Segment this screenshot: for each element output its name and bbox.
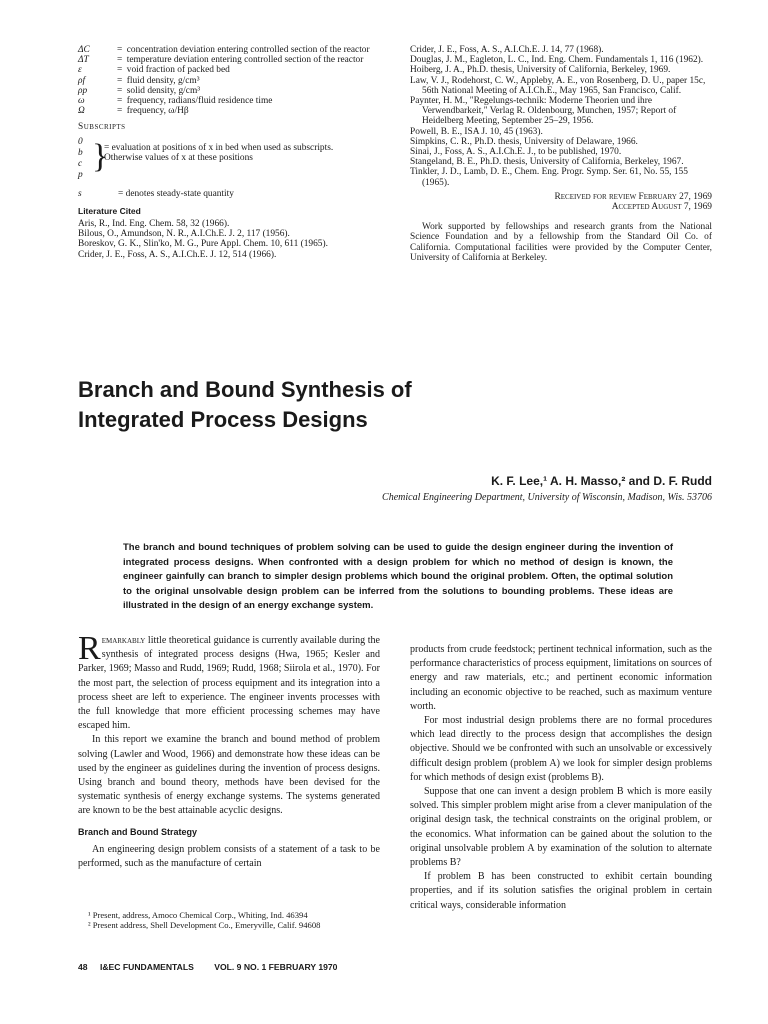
nomenclature-definition: fluid density, g/cm³	[126, 75, 200, 86]
authors: K. F. Lee,¹ A. H. Masso,² and D. F. Rudd	[491, 474, 712, 488]
nomenclature-row	[78, 96, 390, 106]
body-paragraph: In this report we examine the branch and bound method of problem solving (Lawler and Wood, 1966) and demonstrate how these ideas can be used by the engineer as guidelines during the invention of process designs. Using branch and bound theory, methods have been devised for the systematic synthesis of energy exchange systems. The systems generated are known to be the best attainable acyclic designs.	[78, 734, 380, 817]
body-left-column	[78, 630, 380, 871]
intro-text: little theoretical guidance is currently available during the synthesis of integrated process designs (Hwa, 1965; Kesler and Parker, 1969; Masso and Rudd, 1969; Rudd, 1968; Siirola et al., 1970). For the most part, the selection of process equipment and its integration into a process sheet are left to experience. The engineer invents processes with the full knowledge that more efficient processing schemes may have escaped him.	[78, 635, 380, 732]
page-number: 48	[78, 962, 88, 972]
nomenclature-symbol: Ω	[78, 106, 85, 117]
nomenclature-equals: =	[117, 96, 123, 107]
body-paragraph: An engineering design problem consists of a statement of a task to be performed, such as the manufacture of certain	[78, 843, 380, 870]
drop-cap: R	[78, 630, 101, 667]
reference: Powell, B. E., ISA J. 10, 45 (1963).	[410, 126, 543, 137]
reference: Sinai, J., Foss, A. S., A.I.Ch.E. J., to be published, 1970.	[410, 147, 622, 158]
reference: Douglas, J. M., Eagleton, L. C., Ind. Eng. Chem. Fundamentals 1, 116 (1962).	[410, 55, 704, 66]
section-heading: Branch and Bound Strategy	[78, 826, 198, 837]
reference: Paynter, H. M., "Regelungs-technik: Moderne Theorien und ihre Verwendbarkeit," Verlag R. Oldenbourg, Munchen, 1957; Report of Heidelberg Meeting, September 25–29, 1956.	[410, 96, 677, 127]
article-title	[78, 375, 718, 435]
body-right-column	[410, 643, 712, 913]
nomenclature-row	[78, 65, 390, 75]
subscripts-block	[78, 137, 390, 181]
body-paragraph: products from crude feedstock; pertinent technical information, such as the performance characteristics of process equipment, limitations on sources of energy and raw materials, etc.; and pertinent economic information including an economic objective to be reached, such as maximum venture worth.	[410, 644, 712, 712]
nomenclature-definition: temperature deviation entering controlled section of the reactor	[126, 55, 364, 66]
subscript-s-row	[78, 189, 390, 199]
nomenclature	[78, 45, 390, 260]
nomenclature-definition: frequency, radians/fluid residence time	[126, 96, 273, 107]
body-paragraph: Suppose that one can invent a design problem B which is more easily solved. This simpler problem might arise from a clever manipulation of the original design task, the technical constraints on the original problem, or the economics. What information can be gained about the solution to the original unsolvable problem A by examination of the solution to alternate problems B?	[410, 786, 712, 869]
nomenclature-row	[78, 86, 390, 96]
nomenclature-row	[78, 106, 390, 116]
nomenclature-symbol: ε	[78, 65, 82, 76]
literature-cited-heading: Literature Cited	[78, 205, 141, 216]
reference: Hoiberg, J. A., Ph.D. thesis, University of California, Berkeley, 1969.	[410, 65, 671, 76]
nomenclature-symbol: ω	[78, 96, 85, 107]
footnote-2: ² Present address, Shell Development Co., Emeryville, Calif. 94608	[88, 919, 321, 930]
nomenclature-equals: =	[117, 85, 123, 96]
nomenclature-row	[78, 45, 390, 55]
nomenclature-row	[78, 76, 390, 86]
brace-icon: }	[92, 137, 109, 175]
reference: Aris, R., Ind. Eng. Chem. 58, 32 (1966).	[78, 219, 230, 230]
reference: Law, V. J., Rodehorst, C. W., Appleby, A. E., von Rosenberg, D. U., paper 15c, 56th National Meeting of A.I.Ch.E., May 1965, San Francisco, Calif.	[410, 75, 706, 96]
title-line-1: Branch and Bound Synthesis of	[78, 377, 412, 402]
nomenclature-definition: frequency, ω/Hβ	[126, 106, 189, 117]
footnotes	[78, 911, 388, 931]
subscript-s-symbol: s	[78, 188, 82, 199]
nomenclature-symbol: ΔC	[78, 45, 90, 55]
nomenclature-definition: concentration deviation entering controlled section of the reactor	[126, 45, 370, 55]
nomenclature-equals: =	[117, 75, 123, 86]
reference: Bilous, O., Amundson, N. R., A.I.Ch.E. J. 2, 117 (1956).	[78, 229, 290, 240]
subscripts-symbols: 0 b c p	[78, 136, 83, 180]
abstract: The branch and bound techniques of problem solving can be used to guide the design engineer during the invention of integrated process designs. When confronted with a design problem for which no method of design is known, the engineer gainfully can branch to simpler design problems which bound the original problem. Often, the optimal solution to the original unsolvable design problem can be inferred from the solutions to bounding problems. These ideas are illustrated in the design of an energy exchange system.	[123, 542, 673, 612]
nomenclature-row	[78, 55, 390, 65]
support-note: Work supported by fellowships and research grants from the National Science Foundation and by a fellowship from the Standard Oil Co. of California. Computational facilities were provided by the Computer Center, University of California at Berkeley.	[410, 222, 712, 263]
title-line-2: Integrated Process Designs	[78, 407, 368, 432]
issue-info: VOL. 9 NO. 1 FEBRUARY 1970	[214, 962, 338, 972]
footnote-1: ¹ Present, address, Amoco Chemical Corp., Whiting, Ind. 46394	[88, 910, 308, 920]
reference: Crider, J. E., Foss, A. S., A.I.Ch.E. J. 14, 77 (1968).	[410, 45, 604, 55]
subscripts-heading: Subscripts	[78, 122, 126, 133]
nomenclature-definition: solid density, g/cm³	[126, 85, 201, 96]
reference: Stangeland, B. E., Ph.D. thesis, University of California, Berkeley, 1967.	[410, 157, 684, 168]
reference: Crider, J. E., Foss, A. S., A.I.Ch.E. J. 12, 514 (1966).	[78, 249, 277, 260]
references-right	[410, 45, 712, 263]
nomenclature-symbol: ρp	[78, 85, 88, 96]
body-paragraph: If problem B has been constructed to exhibit certain bounding properties, and if its solution satisfies the original problem in certain critical ways, considerable information	[410, 871, 712, 911]
subscripts-definition: = evaluation at positions of x in bed when used as subscripts. Otherwise values of x at these positions	[104, 142, 334, 163]
reference: Simpkins, C. R., Ph.D. thesis, University of Delaware, 1966.	[410, 136, 638, 147]
nomenclature-equals: =	[117, 106, 123, 117]
journal-name: I&EC FUNDAMENTALS	[99, 962, 194, 972]
intro-paragraph	[78, 630, 380, 733]
nomenclature-equals: =	[117, 55, 123, 66]
affiliation: Chemical Engineering Department, University of Wisconsin, Madison, Wis. 53706	[382, 492, 712, 503]
page-footer	[78, 962, 478, 972]
subscript-s-definition: = denotes steady-state quantity	[118, 188, 234, 199]
reference: Boreskov, G. K., Slin'ko, M. G., Pure Appl. Chem. 10, 611 (1965).	[78, 239, 328, 250]
accepted-date: Accepted August 7, 1969	[611, 202, 712, 213]
reference: Tinkler, J. D., Lamb, D. E., Chem. Eng. Progr. Symp. Ser. 61, No. 55, 155 (1965).	[410, 167, 688, 188]
body-paragraph: For most industrial design problems there are no formal procedures which lead directly to the process design that accomplishes the design objective. Should we be confronted with such an unsolvable or excessively difficult design problem (problem A) we look for simpler design problems for which methods of design exist (problems B).	[410, 715, 712, 783]
nomenclature-definition: void fraction of packed bed	[126, 65, 230, 76]
nomenclature-symbol: ΔT	[78, 55, 89, 66]
nomenclature-equals: =	[117, 45, 123, 55]
received-date: Received for review February 27, 1969	[554, 191, 712, 202]
nomenclature-equals: =	[117, 65, 123, 76]
intro-smallcaps: emarkably	[101, 635, 146, 646]
nomenclature-symbol: ρf	[78, 75, 86, 86]
